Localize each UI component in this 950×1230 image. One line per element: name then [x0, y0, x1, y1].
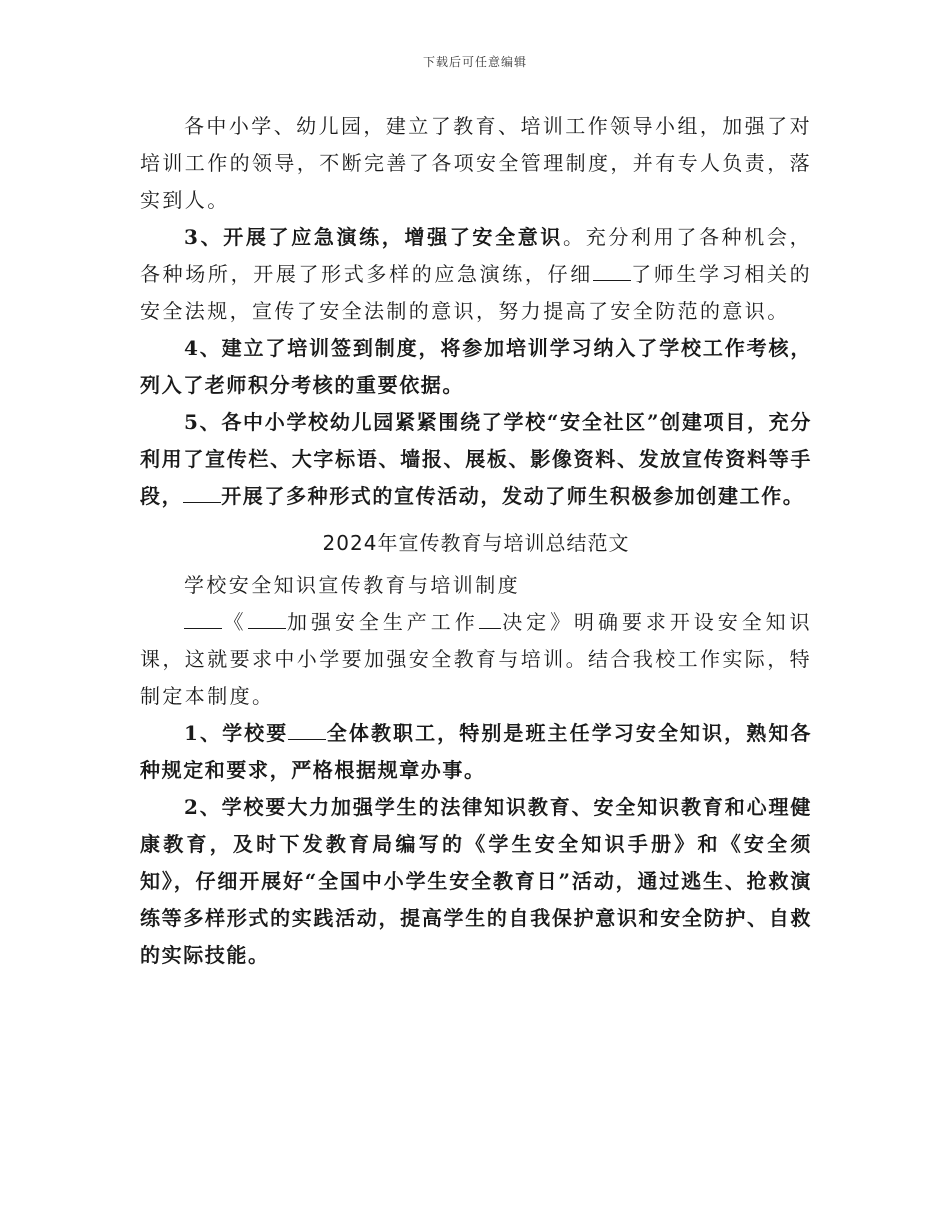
blank-underline	[288, 717, 326, 740]
paragraph-text: 加强安全生产工作	[285, 610, 479, 634]
paragraph-subtitle: 学校安全知识宣传教育与培训制度	[184, 573, 520, 597]
paragraph-text: 开展了多种形式的宣传活动，发动了师生积极参加创建工作。	[221, 484, 805, 508]
section-title: 2024年宣传教育与培训总结范文	[322, 531, 630, 555]
paragraph-text: 决定》明确要求开设安全知识课，这就要求中小学要加强安全教育与培训。结合我校工作实际，特制定本制度。	[140, 610, 812, 708]
paragraph-decision	[140, 604, 812, 715]
paragraph-staff-training	[140, 715, 812, 789]
document-body	[140, 108, 812, 974]
paragraph-emergency-drill	[140, 219, 812, 330]
paragraph-text: 。充分利用了各种机会，各种场所，开展了形式多样的应急演练，仔细	[140, 225, 812, 286]
paragraph-sign-in-system: 4、建立了培训签到制度，将参加培训学习纳入了学校工作考核，列入了老师积分考核的重要依据。	[140, 336, 812, 397]
paragraph-lead-text: 3、开展了应急演练，增强了安全意识	[184, 225, 564, 249]
blank-underline	[479, 606, 501, 629]
page-header: 下载后可任意编辑	[422, 55, 527, 69]
paragraph-text: 《	[222, 610, 248, 634]
paragraph-text: 1、学校要	[184, 721, 289, 745]
paragraph-student-education: 2、学校要大力加强学生的法律知识教育、安全知识教育和心理健康教育，及时下发教育局编写的《学生安全知识手册》和《安全须知》，仔细开展好“全国中小学生安全教育日”活动，通过逃生、抢救演练等多样形式的实践活动，提高学生的自我保护意识和安全防护、自救的实际技能。	[140, 795, 812, 967]
paragraph-safe-community	[140, 404, 812, 515]
blank-underline	[248, 606, 286, 629]
paragraph-text: 5、各中小学校幼儿园紧紧围绕了学校“安全社区”创建项目，充分利用了宣传栏、大字标语、墙报、展板、影像资料、发放宣传资料等手段，	[140, 410, 812, 508]
paragraph-text: 了师生学习相关的安全法规，宣传了安全法制的意识，努力提高了安全防范的意识。	[140, 262, 813, 323]
blank-underline	[183, 480, 221, 503]
paragraph-text: 全体教职工，特别是班主任学习安全知识，熟知各种规定和要求，严格根据规章办事。	[140, 721, 813, 782]
blank-underline	[184, 606, 222, 629]
paragraph-leadership: 各中小学、幼儿园，建立了教育、培训工作领导小组，加强了对培训工作的领导，不断完善了各项安全管理制度，并有专人负责，落实到人。	[140, 114, 812, 212]
blank-underline	[593, 258, 631, 281]
